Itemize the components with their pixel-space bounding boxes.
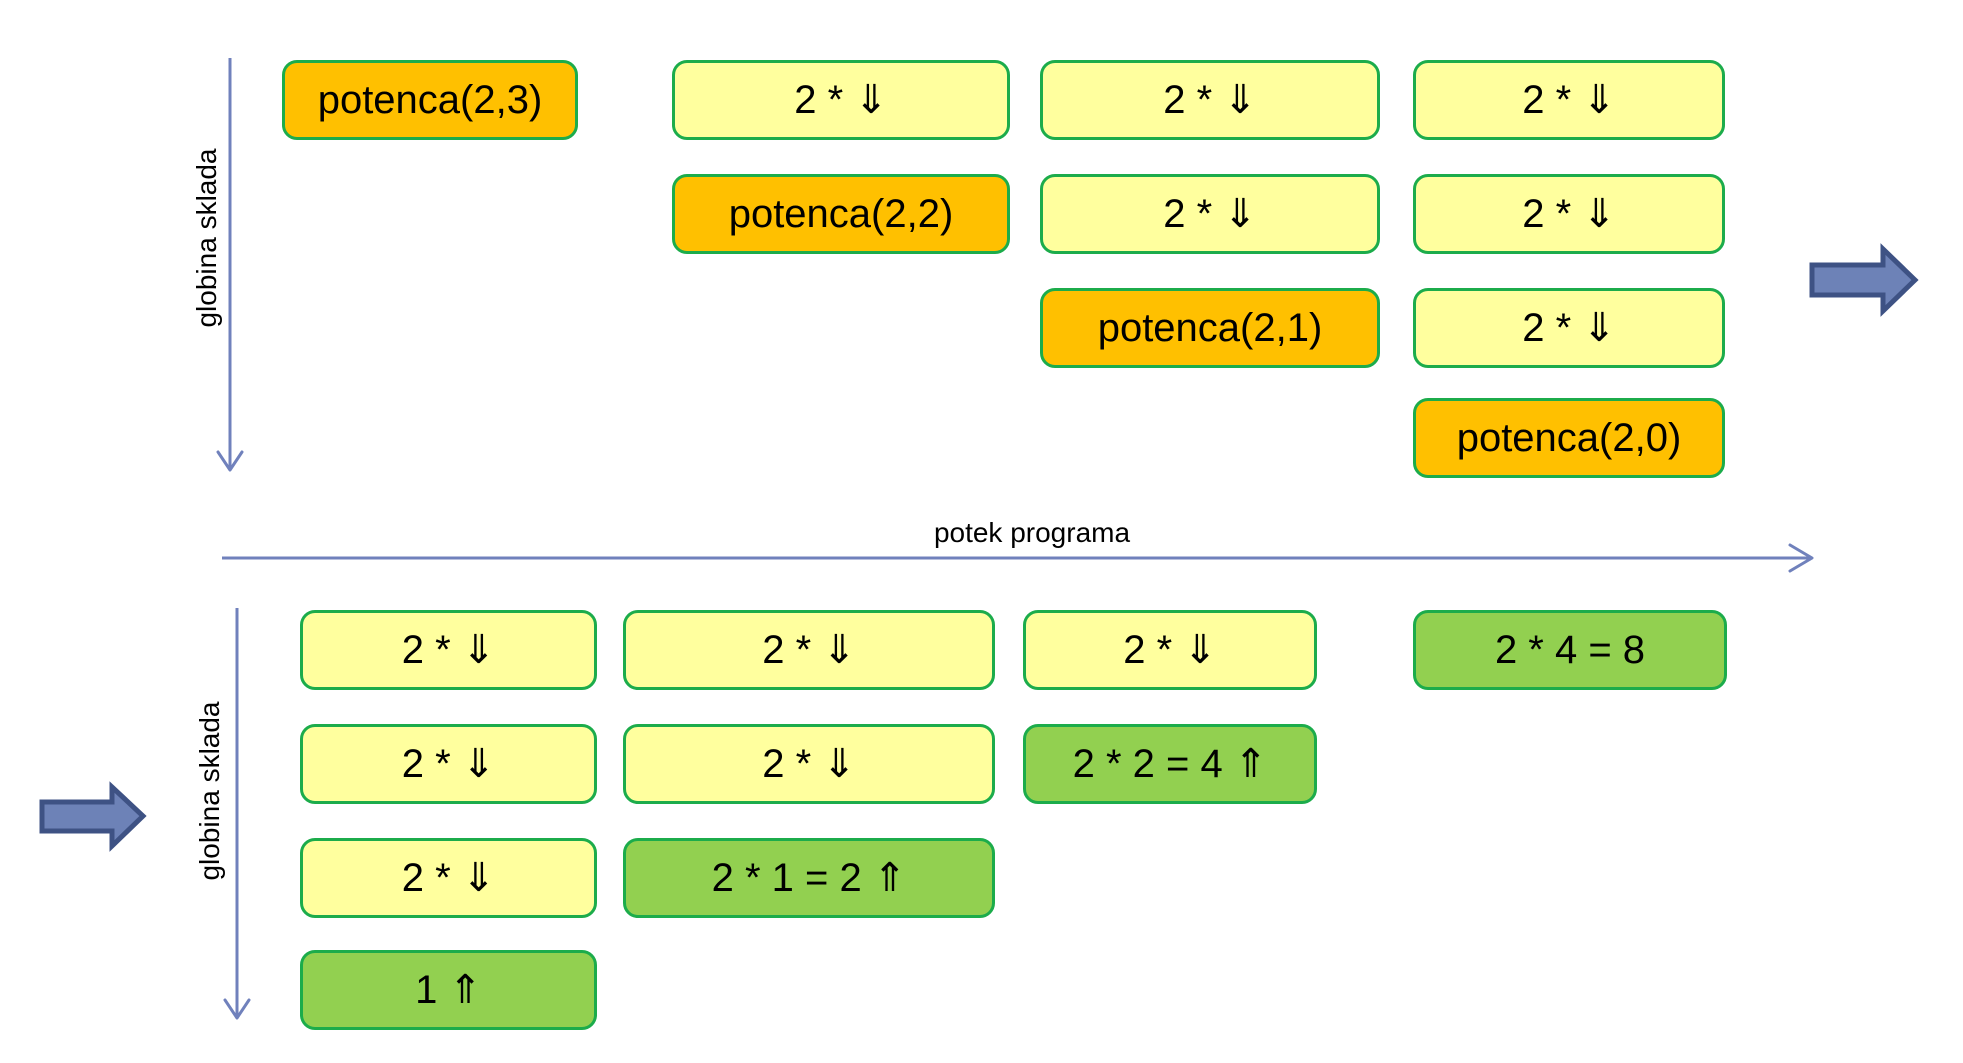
stack-frame-pending: 2 * ⇓: [1413, 288, 1725, 368]
stack-frame-pending: 2 * ⇓: [672, 60, 1010, 140]
stack-frame-pending: 2 * ⇓: [1040, 174, 1380, 254]
stack-frame-result-8: 2 * 4 = 8: [1413, 610, 1727, 690]
stack-frame-pending: 2 * ⇓: [1413, 174, 1725, 254]
bottom-stack-depth-axis-arrowhead-icon: [225, 1000, 249, 1018]
stack-frame-pending: 2 * ⇓: [300, 724, 597, 804]
stack-frame-potenca-2-0: potenca(2,0): [1413, 398, 1725, 478]
stack-frame-pending: 2 * ⇓: [1040, 60, 1380, 140]
stack-frame-pending: 2 * ⇓: [623, 724, 995, 804]
stack-frame-pending: 2 * ⇓: [300, 838, 597, 918]
stack-frame-potenca-2-3: potenca(2,3): [282, 60, 578, 140]
program-flow-axis-arrowhead-icon: [1790, 545, 1812, 571]
top-stack-depth-axis-arrowhead-icon: [218, 452, 242, 470]
top-axis-label: globina sklada: [191, 148, 222, 328]
stack-frame-pending: 2 * ⇓: [1023, 610, 1317, 690]
stack-frame-return-4: 2 * 2 = 4 ⇑: [1023, 724, 1317, 804]
stack-frame-pending: 2 * ⇓: [1413, 60, 1725, 140]
stack-frame-return-1: 1 ⇑: [300, 950, 597, 1030]
stack-frame-potenca-2-1: potenca(2,1): [1040, 288, 1380, 368]
stack-frame-pending: 2 * ⇓: [623, 610, 995, 690]
stack-frame-potenca-2-2: potenca(2,2): [672, 174, 1010, 254]
right-block-arrow-icon: [1812, 249, 1915, 311]
horizontal-axis-label: potek programa: [933, 517, 1131, 548]
stack-frame-pending: 2 * ⇓: [300, 610, 597, 690]
left-block-arrow-icon: [42, 787, 143, 846]
bottom-axis-label: globina sklada: [194, 701, 225, 881]
stack-frame-return-2: 2 * 1 = 2 ⇑: [623, 838, 995, 918]
